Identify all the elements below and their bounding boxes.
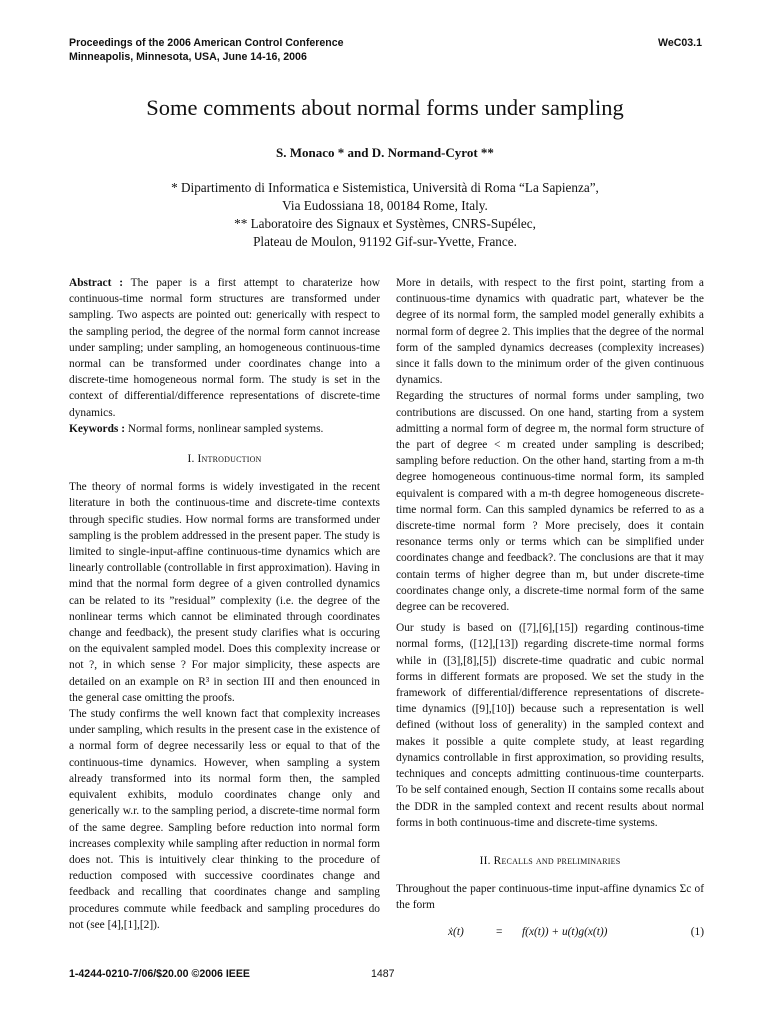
paper-authors: S. Monaco * and D. Normand-Cyrot ** (276, 145, 494, 160)
conference-name: Proceedings of the 2006 American Control Conference (69, 37, 344, 49)
affiliation-line: ** Laboratoire des Signaux et Systèmes, CNRS-Supélec, (234, 216, 536, 231)
affiliation-line: * Dipartimento di Informatica e Sistemistica, Università di Roma “La Sapienza”, (171, 180, 599, 195)
intro-paragraph-5: Our study is based on ([7],[6],[15]) regarding continous-time normal forms, ([12],[13]) regarding discrete-time normal forms while in ([3],[8],[5]) discrete-time quadratic and cubic normal forms in different formats are proposed. We set the study in the framework of differential/difference representations of discrete-time dynamics ([9],[10]) because such a representation is well defined (without loss of generality) in the sampled context and makes it possible a quite complete study, at least regarding dynamics controllable in first approximation, so providing results, techniques and concepts admitting continuous-time counterparts. To be self contained enough, Section II contains some recalls about the DDR in the sampled context and recent results about normal forms in both continuous-time and discrete-time systems. (396, 622, 704, 829)
right-column (396, 275, 704, 944)
section-heading-introduction: I. Introduction (187, 453, 262, 466)
intro-paragraph-1: The theory of normal forms is widely investigated in the recent literature in both the continuous-time and discrete-time contexts through specific studies. How normal forms are transformed under sampling is the problem addressed in the present paper. The study is limited to single-input-affine continuous-time dynamics which are linearly controllable (controllable in first approximation). Having in mind that the normal form degree of a given controlled dynamics can be related to its ”residual” complexity (i.e. the degree of the nonlinear terms which cannot be eliminated through coordinates change and feedback), the present study clarifies what is occuring on the equivalent sampled model. Does this complexity increase or not ?, in which sense ? For major simplicity, these aspects are detailed on an example on R³ in section III and then enounced in the general case omitting the proofs. (69, 481, 380, 704)
left-column (69, 275, 380, 933)
equation-1 (396, 924, 704, 944)
paper-title: Some comments about normal forms under sampling (146, 95, 624, 120)
recalls-paragraph-1: Throughout the paper continuous-time input-affine dynamics Σc of the form (396, 883, 704, 912)
abstract-text: The paper is a first attempt to charaterize how continuous-time normal form structures are transformed under sampling. Two aspects are pointed out: generically with respect to the sampling period, the degree of the normal form cannot increase under sampling; under sampling, an homogeneous continuous-time normal can be transformed under coordinates change into a discrete-time homogeneous normal form. The study is set in the context of differential/difference representations of discrete-time dynamics. (69, 277, 380, 419)
affiliation-line: Plateau de Moulon, 91192 Gif-sur-Yvette, France. (253, 234, 517, 249)
footer-isbn: 1-4244-0210-7/06/$20.00 ©2006 IEEE (69, 968, 250, 980)
equation-number: (1) (690, 925, 704, 938)
session-code: WeC03.1 (658, 37, 702, 49)
equation-rhs: f(x(t)) + u(t)g(x(t)) (522, 925, 608, 938)
conference-location: Minneapolis, Minnesota, USA, June 14-16, 2006 (69, 51, 307, 63)
keywords (69, 421, 380, 437)
conference-header (69, 36, 344, 64)
keywords-text: Normal forms, nonlinear sampled systems. (127, 422, 324, 435)
intro-paragraph-2: The study confirms the well known fact that complexity increases under sampling, which results in the present case in the existence of a normal form of degree necessarily less or equal to that of the continuous-time dynamics. However, when sampling a system already transformed into its normal form then, the sampled equivalent exhibits, modulo coordinates change only and generically w.r. to the sampling period, a discrete-time normal form of the same degree. Sampling before reduction into normal form increases complexity while sampling after reduction in normal form does not. This is intuitively clear thinking to the procedure of reduction composed with successive coordinates change and feedback and recalling that coordinates change and sampling procedures commute while feedback and sampling procedures do not (see [4],[1],[2]). (69, 708, 380, 931)
affiliations (0, 179, 770, 251)
abstract (69, 275, 380, 421)
affiliation-line: Via Eudossiana 18, 00184 Rome, Italy. (282, 198, 488, 213)
keywords-label: Keywords : (69, 422, 125, 435)
abstract-label: Abstract : (69, 277, 124, 289)
equation-relation: = (496, 925, 503, 938)
equation-lhs: ẋ(t) (448, 925, 464, 938)
intro-paragraph-4: Regarding the structures of normal forms under sampling, two contributions are discussed. On one hand, starting from a system admitting a normal form of degree m, the normal form structure of the part of degree < m created under sampling is described; sampling before reduction. On the other hand, starting from a m-th degree homogeneous continuous-time normal form, its sampled equivalent is compared with a m-th degree homogeneous discrete-time normal form. Can this sampled dynamics be referred to as a discrete-time normal form ? More precisely, does it contain resonance terms only or terms which can be simplified under coordinates change and feedback?. The conclusions are that it may contain terms of higher degree than m, but under discrete-time coordinates change only, a discrete-time normal form of the same degree can be recovered. (396, 390, 704, 614)
page-number: 1487 (371, 968, 395, 980)
intro-paragraph-3: More in details, with respect to the first point, starting from a continuous-time dynamics with quadratic part, whatever be the degree of its normal form, the sampled model generally exhibits a normal form of degree 2. This implies that the degree of the normal form of the sampled dynamics decreases (complexity increases) since it falls down to the minimum order of the given continuous dynamics. (396, 277, 704, 387)
section-heading-recalls: II. Recalls and preliminaries (479, 854, 621, 867)
